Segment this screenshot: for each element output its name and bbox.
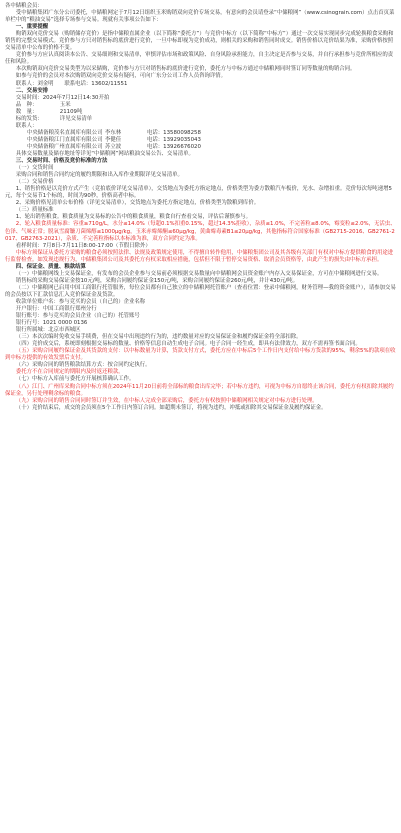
contact-name: 李东林 [105, 129, 122, 136]
section-2-note: 具体交易数量及储存地址等详见“中储粮网”网站粮油交易公告、交易清单。 [15, 150, 194, 157]
fee-paragraph: （三）本次次编时免收交易手续费，但在交易中出现违约行为的，违约数量对应的交易保证金和履约保证金将全部扣除。 [15, 334, 302, 341]
bank-line: 银行所属城：北京市西城区 [15, 327, 81, 334]
announcement-document [0, 0, 401, 412]
salutation: 各中储粮会员： [5, 3, 43, 9]
check-paragraph: （七）中标方入库前与委托方开展核算确认工作。 [15, 376, 135, 383]
detail-row: 品 种： 玉米 [15, 101, 71, 108]
price-paragraph-2: 2、采购价格见清单公布价格（详见交易清单），交货地点为委托方指定地点，价格类型为散粮到库价。 [15, 200, 260, 207]
contract-paragraph: （四）竞价成交后，系统即刻根据交易标的数量、价格等信息自动生成电子合同。电子合同一经生成，即具有法律效力，双方不需再签书面合同。 [15, 341, 361, 348]
subsection-price: （二）交易价格 [15, 179, 54, 186]
refund-line-red: 委托方不在合同规定的期限内及时返还粮款。 [15, 369, 124, 376]
section-4-title: 四、保证金、质量、粮款结算 [15, 263, 86, 270]
section-1-paragraph-3: 本次购销双向竞价交易类型为以采储购，竞价参与方只对销售标的底价进行竞价，委托方与中标方通过中储粮网同时签订同等数量的购销合同。 [15, 66, 356, 73]
intro-paragraph: 受中储粮集团广东分公司委托，中储粮网定于7月12日组织玉米购销双向竞价专场交易，有意向的会员请登录“中储粮网”（www.csinograin.com）点击首页菜单栏中的“粮油交易”选择专场参与交易。现就有关事项公告如下： [5, 10, 395, 24]
bank-line: 开户银行：中国工商银行郑州分行 [15, 306, 97, 313]
settlement-paragraph: （六）采购合同的销售粮款结算方式：按合同约定执行。 [15, 362, 151, 369]
contact-phone: 电话：13926676020 [147, 143, 201, 150]
contact-name: 李健佳 [105, 136, 122, 143]
section-1-paragraph-1: 购销双向竞价交易（购销储存竞价）是指中储粮直属企业（以下简称“委托方”）与竞价中标方（以下简称“中标方”）通过一次交易实现同步完成轮换粮食采购和销售的完整交易模式。竞价参与方只对销售标的底价进行竞价，一旦中标即视为竞价成功，则相关的采购和销售同时成交。销售价格以竞价结果为准，采购价格按照交易清单中公布的价格不变。 [5, 31, 394, 52]
price-paragraph-1: 1、销售价格是以竞价方式产生（竞拍底价详见交易清单），交货地点为委托方指定地点，价格类型为委方散粮汽车板价，光水、杂增扣重。竞价每次每吨递增5元，每个交易节1个标的，时间为90秒，价格高者中标。 [5, 186, 392, 200]
section-3-title: 三、交易时间、价格及竞价标准的方法 [15, 158, 108, 165]
viewing-time: 看样时间：7月8日-7月11日8:00-17:00（节假日除外） [15, 242, 151, 249]
contacts-table [5, 130, 396, 151]
bank-heading: 收款单位账户名：参与竞买的会员（自己的）企业名称 [15, 298, 146, 305]
detail-row: 标的发货： 详见交易清单 [15, 115, 93, 122]
contact-org: 中央储备粮广州直属库有限公司 [27, 143, 103, 150]
bank-line: 银行行号：1021 0000 0136 [15, 320, 88, 327]
contact-phone: 电话：13929035043 [147, 136, 201, 143]
trade-time: 交易时间：2024年7月12日14:30开拍 [15, 94, 110, 101]
custody-paragraph: （二）中储粮网已启用中国工商银行托管服务，每位会员都有自己独立的中储粮网托管账户（查看位置：登录中储粮网，财务管理—我的资金账户），请参加交易的会员按以下汇款信息汇入竞价保证金及货款。 [5, 284, 396, 298]
contact-org: 中央储备粮茂名直属库有限公司 [27, 129, 103, 136]
trade-details [5, 102, 396, 123]
contact-phone: 电话：13580098258 [147, 129, 201, 136]
contract-effect-red: （九）采购合同的销售合同同时签订并生效，在中标人完成全部采购后，委托方有权按照中储粮网相关规定对中标方进行处理。 [15, 397, 318, 404]
contacts-heading: 联系人： [15, 122, 38, 129]
detail-row: 数 量： 21109吨 [15, 108, 83, 115]
section-1-title: 一、重要提醒 [15, 24, 49, 31]
bank-line: 银行账号：参与竞买的会员企业（自己的）托管账号 [15, 313, 140, 320]
contact-org: 中央储备粮江门直属库有限公司 [27, 136, 103, 143]
deposit-paragraph-2: 销售标的采购交易保证金按10元/吨，采购合同履约保证金150元/吨，采购合同履约保证金260元/吨，并计430元/吨。 [15, 277, 298, 284]
delivery-paragraph: 采购合同和销售合同约定的履约期限和出入库作业期限详见交易清单。 [15, 172, 183, 179]
usage-warning-red: 中标方须保证从委托方采购的粮食必须按照法律、法规及政策规定使用，不得擅自转作他用，中储粮集团公司及其各级有关部门有权对中标方提供粮食的用途进行监督检查。如发现违规行为，中储粮集团公司及其委托方有权采取相应措施，包括但不限于暂停交易资格、取消会员资格等，由此产生的损失由中标方承担。 [5, 249, 394, 263]
section-1-paragraph-2: 竞价参与方应认真阅读本公告、交易细则和交易清单，审慎评估市场和政策风险、自身风险承担能力，自主决定是否参与交易，并自行承担参与竞价所相应的责任和风险。 [5, 52, 394, 66]
subsection-quality: （三）质量标准 [15, 207, 54, 214]
subsection-delivery: （一）交货时间 [15, 165, 54, 172]
payment-paragraph-red: （五）采购合同履约保证金及其货款的支付：以中标数量为计算，货款支付方式，委托方应在中标后5个工作日内支付给中标方货款的95%，剩余5%的款项在收到中标方提供的有效发票后支付。 [5, 348, 396, 362]
contact-line: 联系人：刘金明 联系电话：13602/11551 [15, 80, 128, 87]
quality-paragraph-1: 1、轮出销售粮食。粮食质量为交易标的公告中的粮食质量，粮食自行查看交易，评估后谨慎参与。 [15, 214, 252, 221]
section-1-paragraph-4: 如参与竞价的会员对本次购销双向竞价交易有疑问，可向广东分公司工作人员咨询详情。 [15, 73, 227, 80]
signing-paragraph: （十）竞价结束后，成交的会员须在5个工作日内签订合同。如超期未签订，将视为违约，冲抵或扣除其交易保证金及履约保证金。 [15, 404, 327, 411]
contact-name: 苏立波 [105, 143, 122, 150]
quality-standard-red: 2、轮入粮食质量标准：容重≥710g/L，水分≤14.0%（每超0.1%扣重0.15%，超过14.3%拒收），杂质≤1.0%，不完善粒≤8.0%，霉变粒≤2.0%，无活虫、色泽、气味正常；脱氧雪腐镰刀菌烯醇≤1000μg/kg，玉米赤霉烯酮≤60μg/kg，黄曲霉毒素B1≤20μg/kg，其他指标符合国家标准（GB2715-2016、GB2761-2017、GB2763-2021），杂质、不完善粒指标以本标准为准，双方合同约定为准。 [5, 221, 396, 242]
deadline-paragraph-red: （八）江门、广州库采购合同中标方须在2024年11月20日前将全部标的粮食出库完毕；若中标方违约，可视为中标方自愿终止该合同，委托方有权扣除其履约保证金，另行处理剩余标的粮食。 [5, 383, 394, 397]
deposit-paragraph-1: （一）中储粮网线上交易保证金，有发布的会员企业参与交易前必须根据交易数量向中储粮网会员资金账户内存入交易保证金，方可在中储粮网进行交易。 [15, 270, 383, 277]
section-2-title: 二、交易安排 [15, 87, 49, 94]
